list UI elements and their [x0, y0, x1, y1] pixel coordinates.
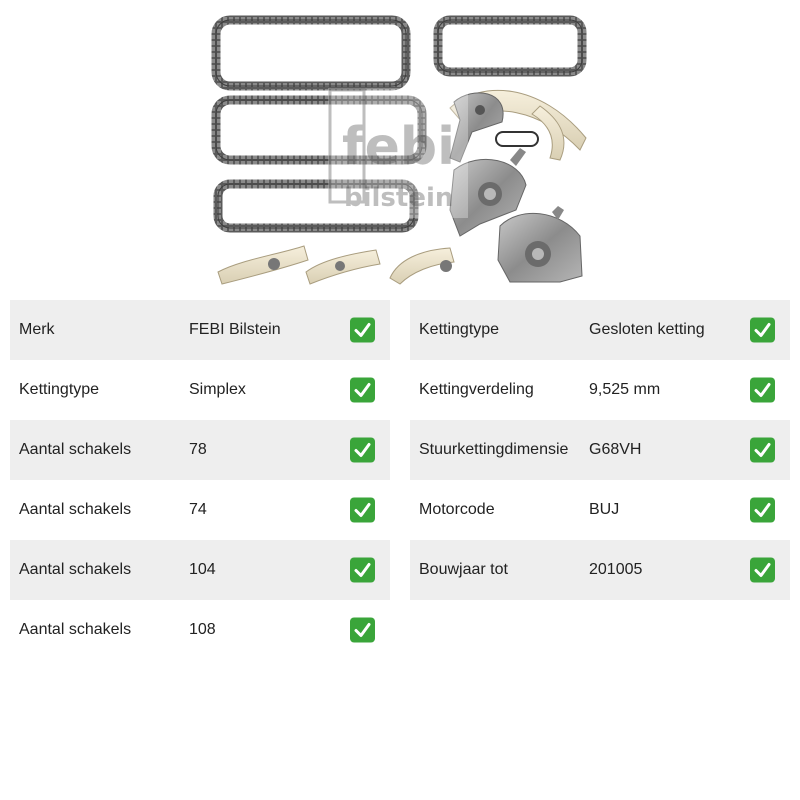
spec-label: Motorcode	[419, 501, 495, 518]
spec-row	[10, 540, 390, 600]
spec-value: 9,525 mm	[589, 381, 661, 398]
check-mark-icon	[350, 618, 375, 643]
spec-row	[10, 600, 390, 660]
svg-text:febi: febi	[342, 117, 455, 177]
spec-value: 74	[189, 501, 207, 518]
chain-tensioner	[498, 206, 582, 282]
spec-label: Stuurkettingdimensie	[419, 441, 569, 458]
check-mark-icon	[350, 438, 375, 463]
check-mark-icon	[350, 558, 375, 583]
spec-table-right	[410, 300, 790, 600]
spec-label: Bouwjaar tot	[419, 561, 508, 578]
spec-table-left	[10, 300, 390, 660]
spec-row	[410, 480, 790, 540]
check-mark-icon	[750, 558, 775, 583]
spec-value: 201005	[589, 561, 643, 578]
spec-label: Kettingtype	[19, 381, 100, 398]
gasket-ring	[496, 132, 538, 146]
spec-value: 108	[189, 621, 216, 638]
spec-label: Kettingtype	[419, 321, 500, 338]
spec-value: Simplex	[189, 381, 246, 398]
spec-label: Aantal schakels	[19, 561, 132, 578]
spec-label: Aantal schakels	[19, 441, 132, 458]
product-image	[210, 10, 590, 290]
check-mark-icon	[350, 318, 375, 343]
spec-label: Aantal schakels	[19, 621, 132, 638]
spec-row	[410, 420, 790, 480]
chain-guide-rail	[218, 246, 308, 284]
spec-row	[10, 360, 390, 420]
spec-label: Kettingverdeling	[419, 381, 534, 398]
brand-watermark	[328, 88, 468, 218]
timing-chain-loop	[438, 20, 582, 72]
spec-value: G68VH	[589, 441, 642, 458]
spec-row	[410, 300, 790, 360]
check-mark-icon	[750, 318, 775, 343]
check-mark-icon	[350, 378, 375, 403]
spec-row	[10, 420, 390, 480]
spec-label: Aantal schakels	[19, 501, 132, 518]
chain-guide-rail	[306, 250, 380, 284]
chain-guide-rail	[390, 248, 454, 284]
spec-row	[410, 360, 790, 420]
spec-value: Gesloten ketting	[589, 321, 705, 338]
spec-row	[410, 540, 790, 600]
check-mark-icon	[750, 498, 775, 523]
check-mark-icon	[750, 378, 775, 403]
check-mark-icon	[350, 498, 375, 523]
svg-text:bilstein: bilstein	[344, 183, 454, 213]
spec-value: 104	[189, 561, 216, 578]
spec-row	[10, 300, 390, 360]
timing-chain-loop	[216, 20, 406, 86]
spec-value: 78	[189, 441, 207, 458]
spec-label: Merk	[19, 321, 55, 338]
spec-row	[10, 480, 390, 540]
spec-value: FEBI Bilstein	[189, 321, 281, 338]
spec-value: BUJ	[589, 501, 620, 518]
check-mark-icon	[750, 438, 775, 463]
